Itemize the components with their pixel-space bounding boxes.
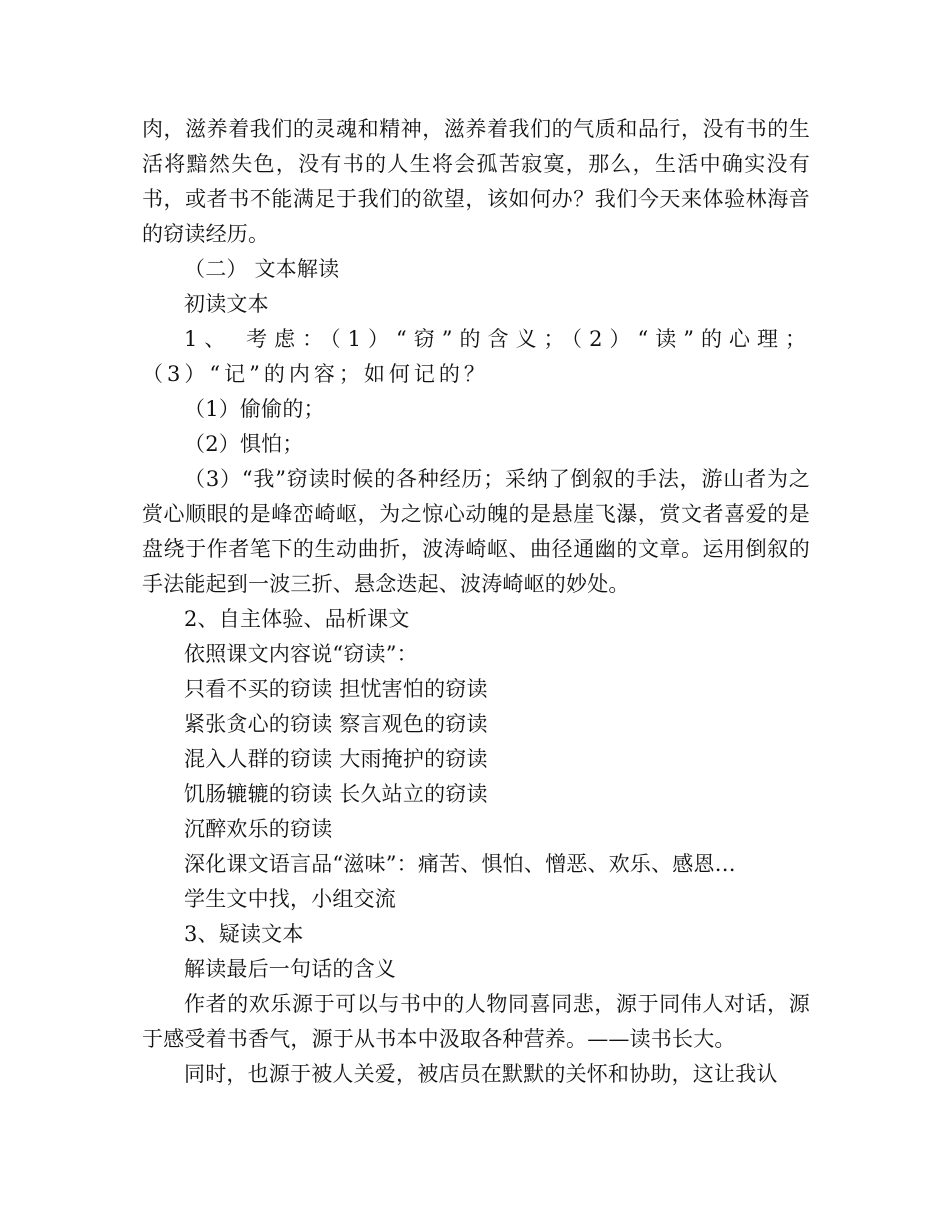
list-item: 只看不买的窃读 担忧害怕的窃读 <box>184 677 488 701</box>
list-item: 紧张贪心的窃读 察言观色的窃读 <box>184 712 488 736</box>
question-list: 1、 考虑：（1）“窃”的含义；（2）“读”的心理；（3）“记”的内容；如何记的？ <box>142 327 810 386</box>
answer-3: （3）“我”窃读时候的各种经历；采纳了倒叙的手法，游山者为之赏心顺眼的是峰峦崎岖，为之惊心动魄的是悬崖飞瀑，赏文者喜爱的是盘绕于作者笔下的生动曲折，波涛崎岖、曲径通幽的文章。运用倒叙的手法能起到一波三折、悬念迭起、波涛崎岖的妙处。 <box>142 467 810 596</box>
document-body <box>142 112 810 1092</box>
list-item: 饥肠辘辘的窃读 长久站立的窃读 <box>184 782 488 806</box>
paragraph-last-sentence: 解读最后一句话的含义 <box>184 957 396 981</box>
section-heading: （二） 文本解读 <box>184 257 340 281</box>
subheading-question-reading: 3、疑读文本 <box>184 922 304 946</box>
answer-2: （2）惧怕； <box>184 432 304 456</box>
paragraph-care: 同时，也源于被人关爱，被店员在默默的关怀和协助，这让我认 <box>184 1062 778 1086</box>
subheading-self-study: 2、自主体验、品析课文 <box>184 607 410 631</box>
paragraph-joy-source: 作者的欢乐源于可以与书中的人物同喜同悲，源于同伟人对话，源于感受着书香气，源于从书本中汲取各种营养。——读书长大。 <box>142 992 810 1051</box>
list-item: 沉醉欢乐的窃读 <box>184 817 333 841</box>
subheading-first-reading: 初读文本 <box>184 292 269 316</box>
paragraph-group-work: 学生文中找，小组交流 <box>184 887 396 911</box>
answer-1: （1）偷偷的； <box>184 397 325 421</box>
paragraph-taste: 深化课文语言品“滋味”：痛苦、惧怕、憎恶、欢乐、感恩… <box>184 852 736 876</box>
list-intro: 依照课文内容说“窃读”： <box>184 642 418 666</box>
paragraph-intro: 肉，滋养着我们的灵魂和精神，滋养着我们的气质和品行，没有书的生活将黯然失色，没有书的人生将会孤苦寂寞，那么，生活中确实没有书，或者书不能满足于我们的欲望，该如何办？我们今天来体验林海音的窃读经历。 <box>142 117 810 246</box>
list-item: 混入人群的窃读 大雨掩护的窃读 <box>184 747 488 771</box>
